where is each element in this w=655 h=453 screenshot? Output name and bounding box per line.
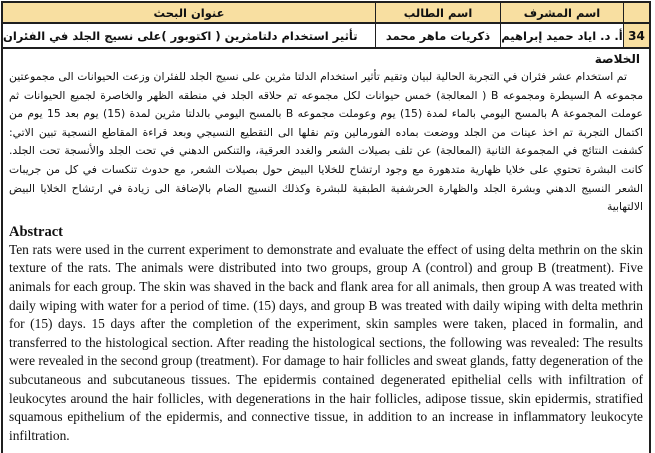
- record-cell-student-name: [376, 24, 501, 47]
- abstract-section: [3, 49, 649, 453]
- header-label-student-name: اسم الطالب: [403, 5, 473, 20]
- record-cell-supervisor-name: [501, 24, 624, 47]
- research-record-table: [1, 1, 651, 453]
- record-cell-research-title: [3, 24, 376, 47]
- arabic-summary-text: تم استخدام عشر فئران في التجربة الحالية لبيان وتقيم تأثير استخدام الدلتا مثرين على نسيج الجلد للفئران وزعت الحيوانات الى مجموعتين مجموعه A السيطرة ومجموعه B ( المعالجة) خمس حيوانات لكل مجموعه تم حلاقه الجلد في منطقه الظهر والخاصرة لجميع الحيوانات ثم عوملت المجموعة A بالمسح اليومي بالماء لمدة (15) يوم وعوملت مجموعه B بالمسح اليومي بالدلتا مثرين لمدة (15) يوم بعد 15 يوم من اكتمال التجربة تم اخذ عينات من الجلد ووضعت بماده الفورمالين وتم نقلها الى التقطيع النسيجي وبعد قراءة المقاطع النسجية تبين الاتي: كشفت النتائج في المجموعة الثانية (المعالجة) عن تلف بصيلات الشعر والغدد العرقية، والتنكس الدهني في تحت الجلد والأنسجة تحت الجلد. كانت البشرة تحتوي على خلايا ظهارية متدهورة مع وجود ارتشاح للخلايا البيض حول بصيلات الشعر, مع حدوث تنكسات في كل من جريبات الشعر النسيج الدهني وبشرة الجلد والظهارة الحرشفية الطبقية للبشرة وكذلك النسيج الضام بالإضافة الى زيادة في ارتشاح الخلايا البيض الالتهابية: [9, 70, 643, 214]
- header-cell-record-number: [624, 3, 649, 22]
- header-cell-research-title: [3, 3, 376, 22]
- header-cell-supervisor-name: [501, 3, 624, 22]
- english-abstract-text: Ten rats were used in the current experiment to demonstrate and evaluate the effect of using delta methrin on the skin texture of the rats. The animals were distributed into two groups, group A (control) and group B (treatment). Five animals for each group. The skin was shaved in the back and flank area for all animals, then group A was treated with daily wiping with water for a period of time. (15) days, and group B was treated with daily wiping with delta methrin for (15) days. 15 days after the completion of the experiment, skin samples were taken, placed in formalin, and transferred to the histological section. After reading the histological sections, the following was revealed: The results were revealed in the second group (treatment). For damage to hair follicles and sweat glands, fatty degeneration of the subcutaneous and subcutaneous tissues. The epidermis contained degenerated epithelial cells with infiltration of leukocytes around the hair follicles, with degenerations in the hair follicles, adipose tissue, skin epidermis, stratified squamous epithelium of the epidermis, and connective tissue, in addition to an increase in inflammatory leukocyte infiltration.: [9, 241, 643, 443]
- research-title-text: تأثير استخدام دلتامثرين ( اكتوبور )على نسيج الجلد في الفئران: [3, 28, 358, 43]
- header-cell-student-name: [376, 3, 501, 22]
- record-cell-record-number: [624, 24, 649, 47]
- table-record-row: [3, 24, 649, 49]
- english-abstract-heading: Abstract: [9, 223, 63, 240]
- arabic-summary-heading: الخلاصة: [594, 52, 640, 66]
- header-label-supervisor-name: اسم المشرف: [523, 5, 601, 20]
- table-header-row: [3, 3, 649, 24]
- student-name-text: ذكريات ماهر محمد: [385, 28, 491, 43]
- record-number-text: 34: [628, 28, 645, 43]
- supervisor-name-text: أ. د. اياد حميد إبراهيم: [501, 28, 623, 43]
- header-label-research-title: عنوان البحث: [153, 5, 225, 20]
